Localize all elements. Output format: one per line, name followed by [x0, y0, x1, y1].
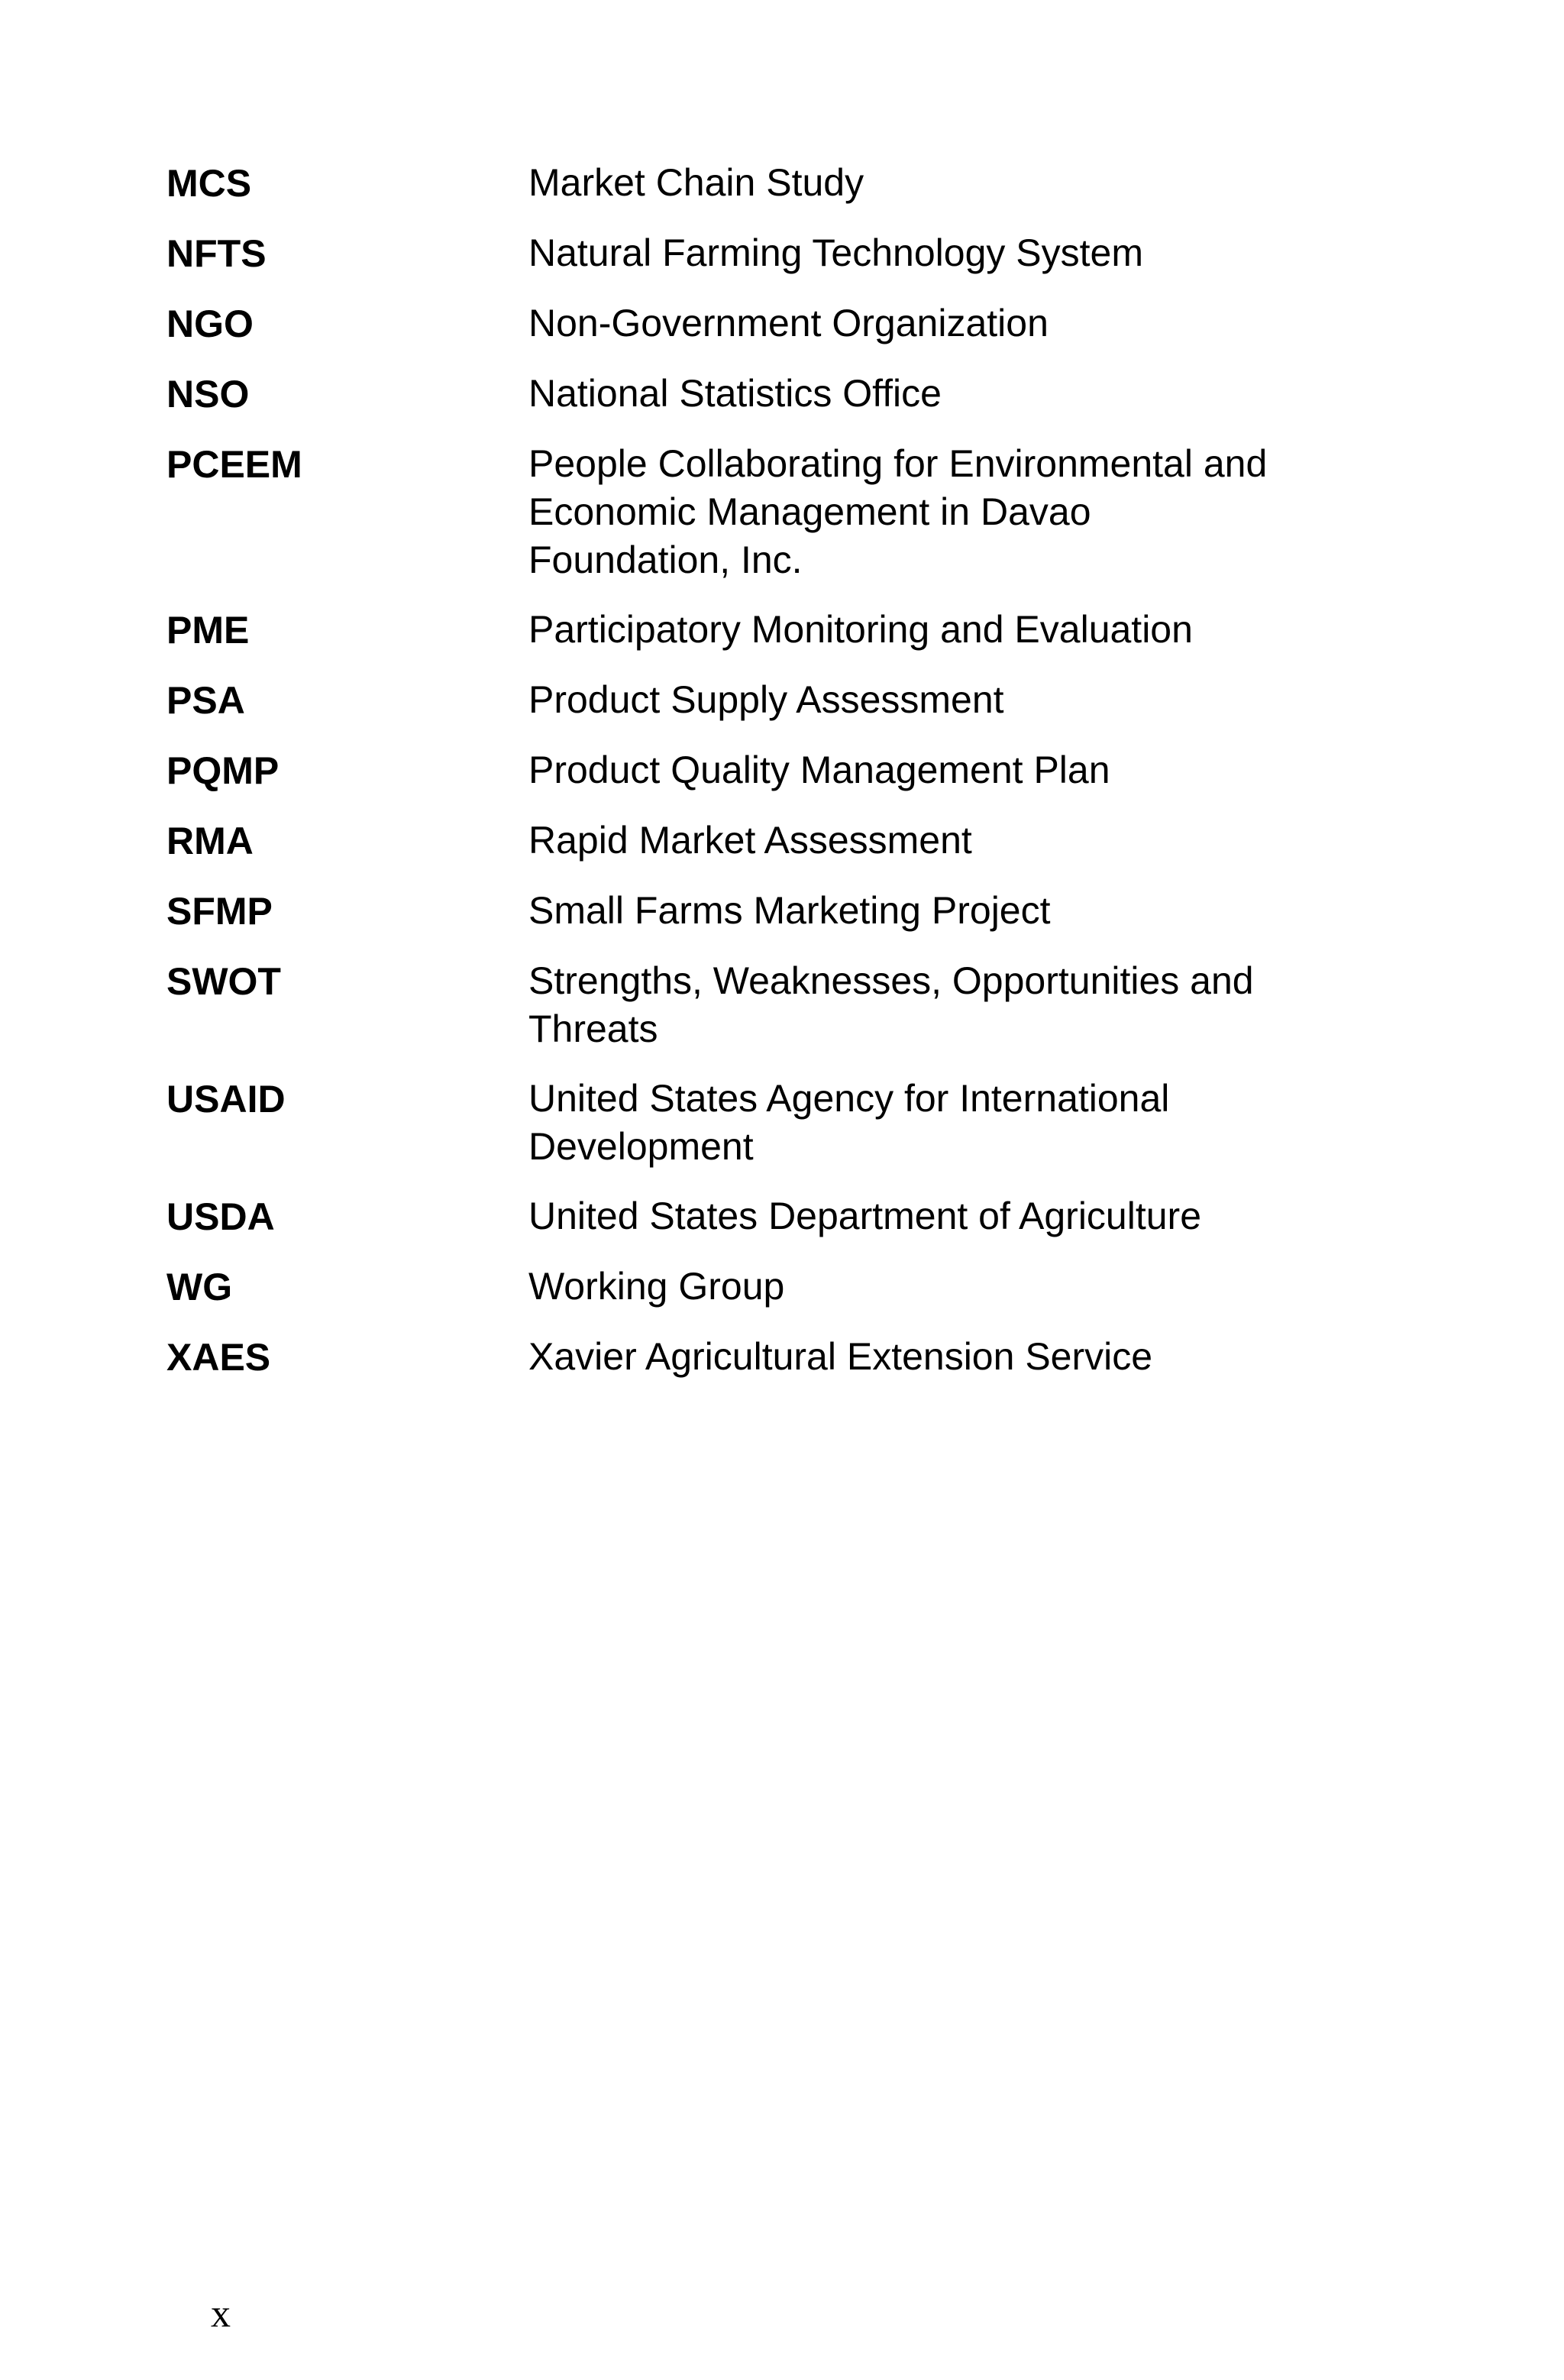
acronym-definition: Natural Farming Technology System	[528, 231, 1143, 274]
acronym-abbr: WG	[166, 1266, 233, 1308]
acronym-definition: United States Department of Agriculture	[528, 1195, 1202, 1237]
acronym-entry-mcs	[166, 159, 1312, 208]
acronym-entry-nso	[166, 370, 1312, 419]
acronym-abbr: NGO	[166, 302, 254, 345]
acronym-abbr: USDA	[166, 1195, 275, 1238]
acronym-entry-usaid	[166, 1075, 1312, 1171]
acronym-list	[166, 159, 1312, 1403]
acronym-abbr: USAID	[166, 1078, 286, 1120]
acronym-abbr: PCEEM	[166, 443, 302, 486]
acronym-abbr: PSA	[166, 679, 245, 722]
acronym-definition: People Collaborating for Environmental and Economic Management in Davao Foundation, Inc.	[528, 442, 1268, 581]
acronym-abbr: PQMP	[166, 749, 280, 792]
acronym-definition: Rapid Market Assessment	[528, 819, 972, 862]
acronym-definition: Market Chain Study	[528, 161, 864, 204]
acronym-definition: Participatory Monitoring and Evaluation	[528, 608, 1193, 651]
acronym-entry-swot	[166, 957, 1312, 1053]
acronym-definition: Small Farms Marketing Project	[528, 889, 1051, 932]
acronym-entry-xaes	[166, 1333, 1312, 1382]
acronym-definition: Product Quality Management Plan	[528, 749, 1110, 791]
acronym-entry-rma	[166, 817, 1312, 865]
acronym-entry-nfts	[166, 229, 1312, 278]
acronym-entry-pceem	[166, 440, 1312, 584]
acronym-definition: Product Supply Assessment	[528, 678, 1004, 721]
acronym-abbr: RMA	[166, 820, 254, 862]
acronym-entry-ngo	[166, 299, 1312, 348]
acronym-abbr: MCS	[166, 162, 252, 205]
acronym-entry-usda	[166, 1192, 1312, 1241]
acronym-entry-psa	[166, 676, 1312, 725]
acronym-entry-pme	[166, 606, 1312, 655]
acronym-abbr: PME	[166, 609, 250, 652]
acronym-entry-wg	[166, 1263, 1312, 1311]
acronym-abbr: SFMP	[166, 890, 273, 933]
acronym-abbr: SWOT	[166, 960, 281, 1003]
acronym-abbr: NFTS	[166, 232, 267, 275]
acronym-definition: Strengths, Weaknesses, Opportunities and Threats	[528, 959, 1254, 1050]
acronym-entry-sfmp	[166, 887, 1312, 936]
acronym-definition: Working Group	[528, 1265, 785, 1308]
acronym-definition: National Statistics Office	[528, 372, 942, 415]
acronym-definition: Non-Government Organization	[528, 302, 1049, 344]
acronym-definition: Xavier Agricultural Extension Service	[528, 1335, 1153, 1378]
acronym-abbr: NSO	[166, 373, 250, 416]
acronym-entry-pqmp	[166, 746, 1312, 795]
acronym-definition: United States Agency for International Development	[528, 1077, 1170, 1168]
page-number: x	[211, 2292, 231, 2336]
acronym-abbr: XAES	[166, 1336, 271, 1379]
